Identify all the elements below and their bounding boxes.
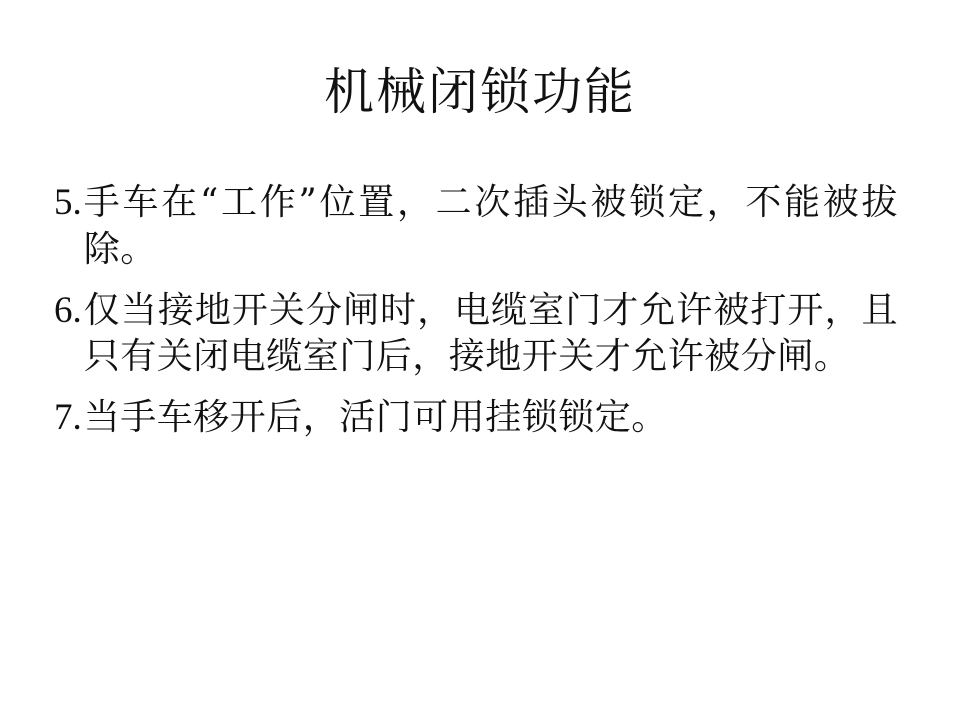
list-item-number: 6. [54, 289, 82, 331]
page-title: 机械闭锁功能 [324, 63, 636, 121]
list-item [54, 180, 898, 274]
list-item [54, 288, 898, 382]
list-item-text: 仅当接地开关分闸时，电缆室门才允许被打开，且只有关闭电缆室门后，接地开关才允许被分闸。 [83, 289, 898, 378]
list-item-text: 手车在“工作”位置，二次插头被锁定，不能被拔除。 [83, 182, 898, 270]
list-item-number: 7. [54, 397, 82, 439]
list-item-number: 5. [54, 182, 82, 223]
slide-body [0, 180, 960, 442]
list-item-text: 当手车移开后，活门可用挂锁锁定。 [83, 397, 668, 439]
list-item [54, 395, 898, 442]
